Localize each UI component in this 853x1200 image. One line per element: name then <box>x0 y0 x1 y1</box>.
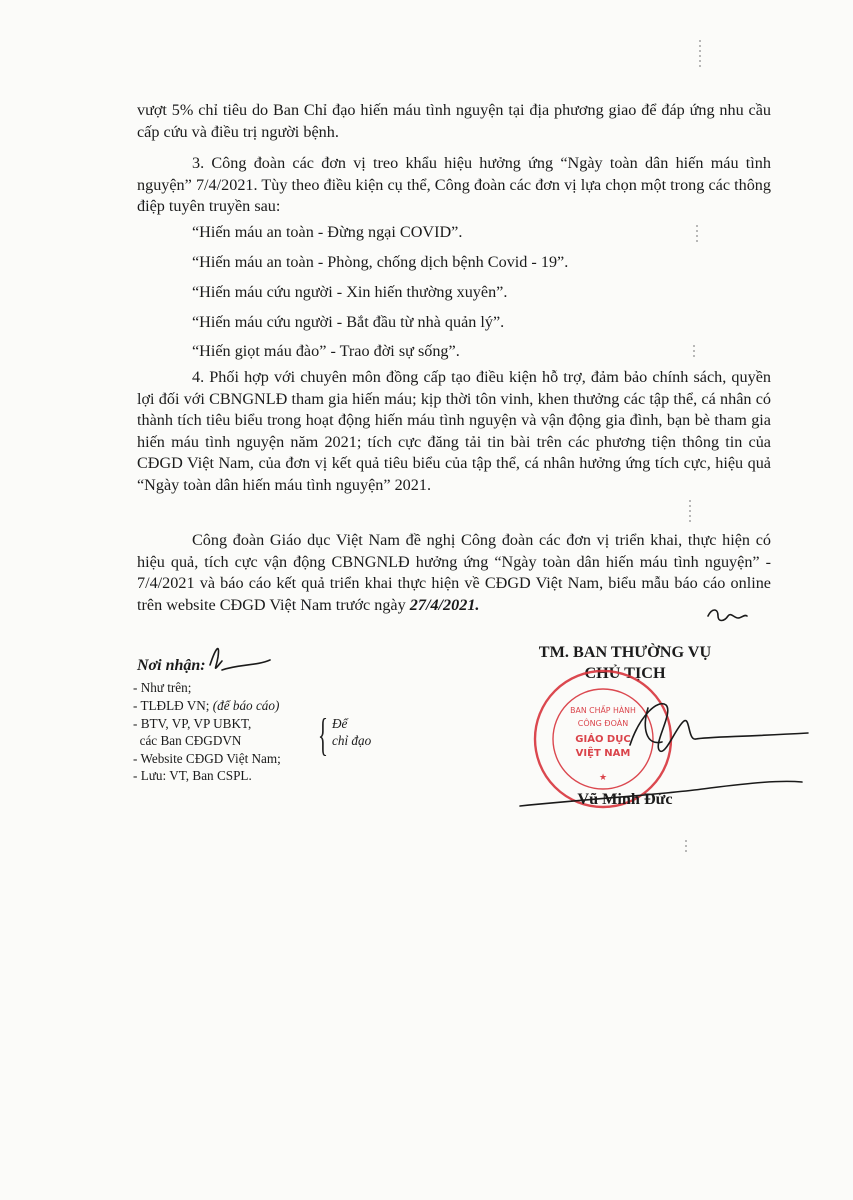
paragraph-4: 4. Phối hợp với chuyên môn đồng cấp tạo điều kiện hỗ trợ, đảm bảo chính sách, quyền lợi đối với CBNGNLĐ tham gia hiến máu; kịp thời tôn vinh, khen thưởng các tập thể, cá nhân có thành tích tiêu biểu trong hoạt động hiến máu tình nguyện và vận động gia đình, bạn bè tham gia hiến máu tình nguyện năm 2021; tích cực đăng tải tin bài trên các phương tiện thông tin của CĐGD Việt Nam, của đơn vị kết quả tiêu biểu của tập thể, cá nhân hưởng ứng tích cực, hiệu quả “Ngày toàn dân hiến máu tình nguyện” 2021. <box>137 368 771 494</box>
recipient-line-5: - Website CĐGD Việt Nam; <box>133 751 281 766</box>
recipient-line-1: - Như trên; <box>133 680 192 695</box>
stamp-star-icon: ★ <box>598 773 608 783</box>
signature-title-line-2: CHỦ TỊCH <box>584 664 666 682</box>
stamp-text-4: VIỆT NAM <box>575 748 631 759</box>
paragraph-5-text: Công đoàn Giáo dục Việt Nam đề nghị Công đoàn các đơn vị triển khai, thực hiện có hiệu quả, tích cực vận động CBNGNLĐ hưởng ứng “Ngày toàn dân hiến máu tình nguyện” - 7/4/2021 và báo cáo kết quả triển khai thực hiện về CĐGD Việt Nam, biểu mẫu báo cáo online trên website CĐGD Việt Nam trước ngày <box>137 531 771 614</box>
signature-title-line-1: TM. BAN THƯỜNG VỤ <box>538 643 712 661</box>
direct-note-2: chỉ đạo <box>332 733 372 748</box>
slogan-5: “Hiến giọt máu đào” - Trao đời sự sống”. <box>192 342 460 360</box>
stamp-text-3: GIÁO DỤC <box>575 734 631 745</box>
recipient-line-4: các Ban CĐGDVN <box>133 733 242 748</box>
recipient-line-2-text: - TLĐLĐ VN; <box>133 698 210 713</box>
recipient-line-6: - Lưu: VT, Ban CSPL. <box>133 768 252 783</box>
stamp-text-1: BAN CHẤP HÀNH <box>570 706 636 715</box>
direct-note-1: Để <box>332 716 348 731</box>
slogan-1: “Hiến máu an toàn - Đừng ngại COVID”. <box>192 223 463 241</box>
recipient-report-note: (để báo cáo) <box>212 698 280 713</box>
stamp-text-2: CÔNG ĐOÀN <box>577 719 629 728</box>
signer-name: Vũ Minh Đức <box>577 790 673 808</box>
deadline-date: 27/4/2021. <box>409 595 480 614</box>
paragraph-continuation: vượt 5% chỉ tiêu do Ban Chỉ đạo hiến máu tình nguyện tại địa phương giao để đáp ứng nhu cầu cấp cứu và điều trị người bệnh. <box>137 101 771 141</box>
brace-icon: { <box>318 709 328 760</box>
slogan-2: “Hiến máu an toàn - Phòng, chống dịch bệnh Covid - 19”. <box>192 253 569 271</box>
recipient-line-3: - BTV, VP, VP UBKT, <box>133 716 252 731</box>
paragraph-3: 3. Công đoàn các đơn vị treo khẩu hiệu hưởng ứng “Ngày toàn dân hiến máu tình nguyện” 7/4/2021. Tùy theo điều kiện cụ thể, Công đoàn các đơn vị lựa chọn một trong các thông điệp tuyên truyền sau: <box>137 154 771 215</box>
slogan-3: “Hiến máu cứu người - Xin hiến thường xuyên”. <box>192 283 508 301</box>
recipients-title: Nơi nhận: <box>137 657 206 674</box>
paragraph-5 <box>137 530 771 616</box>
recipient-line-2 <box>133 698 279 714</box>
slogan-4: “Hiến máu cứu người - Bắt đầu từ nhà quản lý”. <box>192 313 505 331</box>
